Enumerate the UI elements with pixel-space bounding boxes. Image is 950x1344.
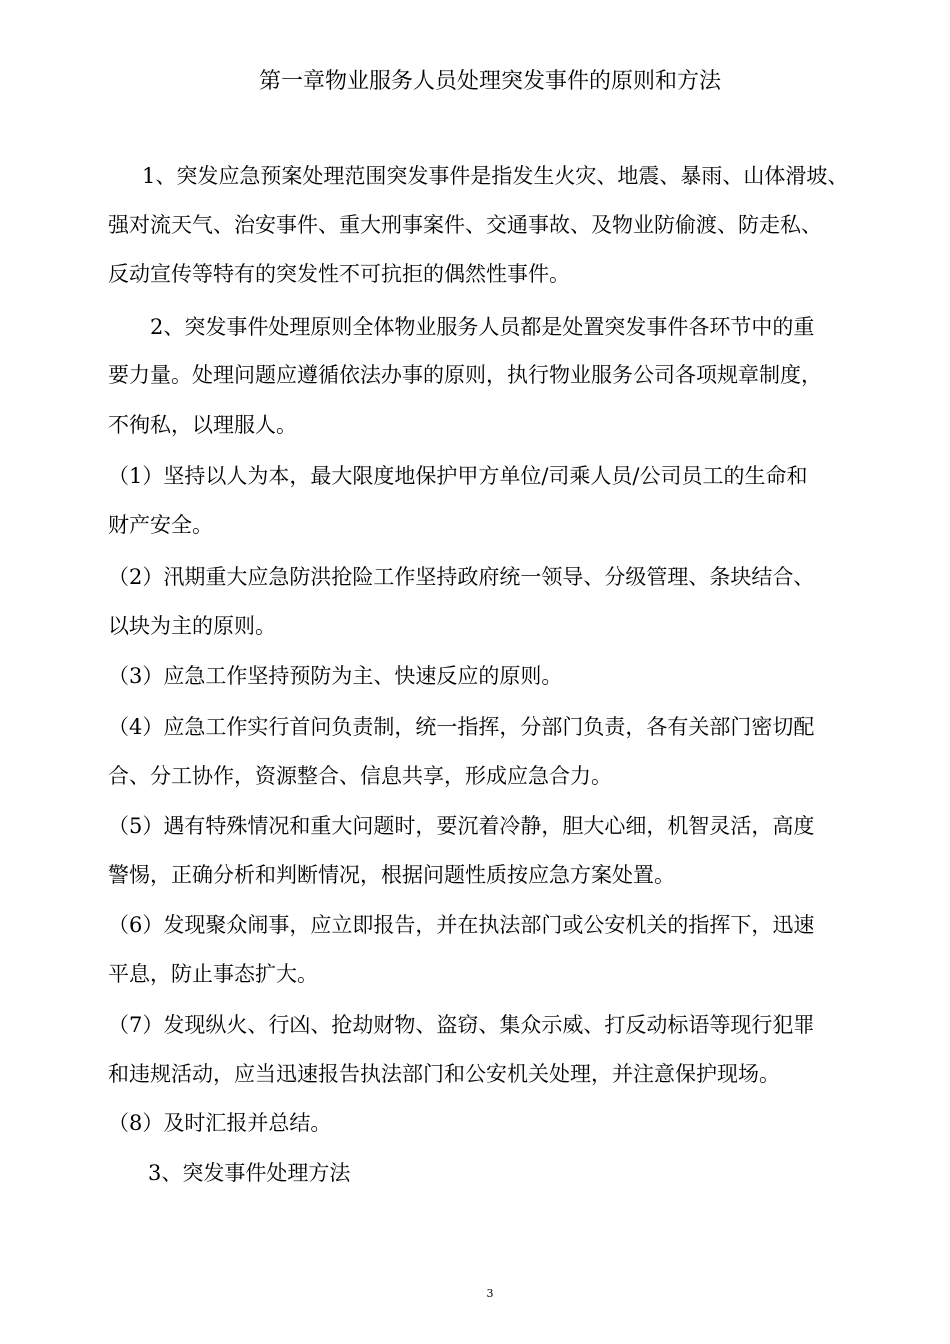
paragraph-line: （8）及时汇报并总结。 <box>108 1111 332 1135</box>
paragraph-line: 强对流天气、治安事件、重大刑事案件、交通事故、及物业防偷渡、防走私、 <box>108 213 822 237</box>
paragraph-line: （3）应急工作坚持预防为主、快速反应的原则。 <box>108 664 563 688</box>
paragraph-line: （5）遇有特殊情况和重大问题时，要沉着冷静，胆大心细，机智灵活，高度 <box>108 814 815 838</box>
paragraph-line: 1、突发应急预案处理范围突发事件是指发生火灾、地震、暴雨、山体滑坡、 <box>142 164 849 188</box>
paragraph-line: 合、分工协作，资源整合、信息共享，形成应急合力。 <box>108 764 612 788</box>
paragraph-line: （6）发现聚众闹事，应立即报告，并在执法部门或公安机关的指挥下，迅速 <box>108 913 815 937</box>
document-title: 第一章物业服务人员处理突发事件的原则和方法 <box>258 69 721 94</box>
paragraph-line: （1）坚持以人为本，最大限度地保护甲方单位/司乘人员/公司员工的生命和 <box>108 464 808 488</box>
paragraph-line: （2）汛期重大应急防洪抢险工作坚持政府统一领导、分级管理、条块结合、 <box>108 565 815 589</box>
paragraph-line: 反动宣传等特有的突发性不可抗拒的偶然性事件。 <box>108 262 570 286</box>
paragraph-line: 不徇私，以理服人。 <box>108 413 297 437</box>
paragraph-line: 以块为主的原则。 <box>108 614 276 638</box>
paragraph-line: 要力量。处理问题应遵循依法办事的原则，执行物业服务公司各项规章制度， <box>108 363 822 387</box>
paragraph-line: （7）发现纵火、行凶、抢劫财物、盗窃、集众示威、打反动标语等现行犯罪 <box>108 1013 815 1037</box>
paragraph-line: 平息，防止事态扩大。 <box>108 962 318 986</box>
paragraph-line: 2、突发事件处理原则全体物业服务人员都是处置突发事件各环节中的重 <box>150 315 815 339</box>
section-heading: 3、突发事件处理方法 <box>148 1161 351 1185</box>
paragraph-line: 财产安全。 <box>108 513 213 537</box>
paragraph-line: （4）应急工作实行首问负责制，统一指挥，分部门负责，各有关部门密切配 <box>108 715 815 739</box>
page-number: 3 <box>486 1287 494 1300</box>
paragraph-line: 和违规活动，应当迅速报告执法部门和公安机关处理，并注意保护现场。 <box>108 1062 780 1086</box>
paragraph-line: 警惕，正确分析和判断情况，根据问题性质按应急方案处置。 <box>108 863 675 887</box>
